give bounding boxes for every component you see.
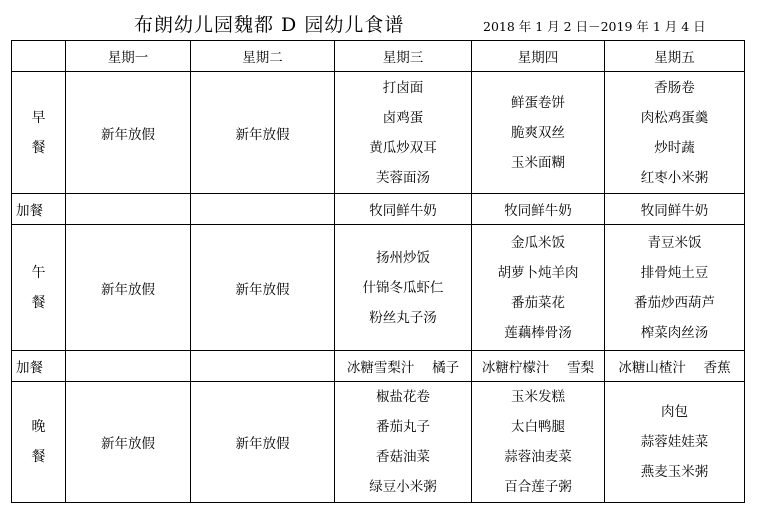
dish: 肉松鸡蛋羹 <box>640 109 709 126</box>
snack-wednesday: 牧同鲜牛奶 <box>335 194 472 225</box>
header-row <box>12 41 745 72</box>
dinner-row <box>12 382 745 503</box>
dinner-label-char: 晚 <box>31 419 46 435</box>
breakfast-friday <box>605 72 745 194</box>
corner-cell <box>12 41 66 72</box>
dish: 玉米发糕 <box>511 389 565 405</box>
dish: 番茄炒西葫芦 <box>634 294 715 311</box>
header-wednesday: 星期三 <box>335 41 472 72</box>
header-monday: 星期一 <box>66 41 191 72</box>
header-thursday: 星期四 <box>472 41 605 72</box>
header-tuesday: 星期二 <box>191 41 335 72</box>
snack-wednesday: 冰糖雪梨汁 橘子 <box>335 351 472 382</box>
lunch-wednesday <box>335 225 472 351</box>
snack-friday: 冰糖山楂汁 香蕉 <box>605 351 745 382</box>
breakfast-row <box>12 72 745 194</box>
dinner-thursday <box>472 382 605 503</box>
header-friday: 星期五 <box>605 41 745 72</box>
lunch-label <box>12 225 66 351</box>
breakfast-monday: 新年放假 <box>66 72 191 194</box>
dish: 排骨炖土豆 <box>640 264 709 281</box>
dish: 脆爽双丝 <box>511 124 565 141</box>
breakfast-tuesday: 新年放假 <box>191 72 335 194</box>
breakfast-label-char: 餐 <box>31 139 46 156</box>
snack-monday <box>66 194 191 225</box>
breakfast-label-char: 早 <box>31 109 46 126</box>
dinner-label-char: 餐 <box>31 449 46 465</box>
dish: 太白鸭腿 <box>511 419 565 435</box>
dinner-label <box>12 382 66 503</box>
dinner-monday: 新年放假 <box>66 382 191 503</box>
breakfast-label <box>12 72 66 194</box>
dish: 玉米面糊 <box>511 154 565 171</box>
dish: 红枣小米粥 <box>640 169 709 186</box>
breakfast-thursday <box>472 72 605 194</box>
snack-monday <box>66 351 191 382</box>
lunch-thursday <box>472 225 605 351</box>
dish: 鲜蛋卷饼 <box>511 94 565 111</box>
lunch-tuesday: 新年放假 <box>191 225 335 351</box>
snack-label: 加餐 <box>12 194 66 225</box>
date-range: 2018 年 1 月 2 日－2019 年 1 月 4 日 <box>483 19 706 34</box>
dish: 扬州炒饭 <box>376 249 430 266</box>
dish: 绿豆小米粥 <box>369 479 437 495</box>
lunch-label-char: 餐 <box>31 294 46 311</box>
dish: 燕麦玉米粥 <box>640 464 709 480</box>
dish: 蒜蓉娃娃菜 <box>640 434 709 450</box>
dish: 胡萝卜炖羊肉 <box>497 264 579 281</box>
dish: 蒜蓉油麦菜 <box>504 449 572 465</box>
dinner-tuesday: 新年放假 <box>191 382 335 503</box>
dish: 香肠卷 <box>654 79 695 96</box>
dish: 芙蓉面汤 <box>376 169 430 186</box>
dish: 什锦冬瓜虾仁 <box>362 279 444 296</box>
dish: 番茄丸子 <box>376 419 430 435</box>
snack-tuesday <box>191 194 335 225</box>
page-title: 布朗幼儿园魏都 D 园幼儿食谱 <box>134 14 405 36</box>
dish: 金瓜米饭 <box>511 234 565 251</box>
dish: 青豆米饭 <box>647 234 702 251</box>
dish: 香菇油菜 <box>376 449 430 465</box>
dish: 粉丝丸子汤 <box>369 309 437 326</box>
dish: 炒时蔬 <box>654 139 695 156</box>
menu-table <box>11 40 745 503</box>
dinner-friday <box>605 382 745 503</box>
dish: 肉包 <box>661 404 688 420</box>
snack-thursday: 牧同鲜牛奶 <box>472 194 605 225</box>
lunch-row <box>12 225 745 351</box>
lunch-label-char: 午 <box>31 264 46 281</box>
dish: 椒盐花卷 <box>376 389 430 405</box>
dish: 卤鸡蛋 <box>382 109 424 126</box>
dish: 打卤面 <box>382 79 424 96</box>
snack-row-afternoon <box>12 351 745 382</box>
lunch-monday: 新年放假 <box>66 225 191 351</box>
snack-friday: 牧同鲜牛奶 <box>605 194 745 225</box>
breakfast-wednesday <box>335 72 472 194</box>
dish: 百合莲子粥 <box>504 479 572 495</box>
dish: 莲藕棒骨汤 <box>504 324 572 341</box>
snack-label: 加餐 <box>12 351 66 382</box>
dinner-wednesday <box>335 382 472 503</box>
dish: 榨菜肉丝汤 <box>640 324 709 341</box>
snack-tuesday <box>191 351 335 382</box>
lunch-friday <box>605 225 745 351</box>
snack-row-morning <box>12 194 745 225</box>
dish: 黄瓜炒双耳 <box>369 139 437 156</box>
dish: 番茄菜花 <box>511 294 565 311</box>
snack-thursday: 冰糖柠檬汁 雪梨 <box>472 351 605 382</box>
